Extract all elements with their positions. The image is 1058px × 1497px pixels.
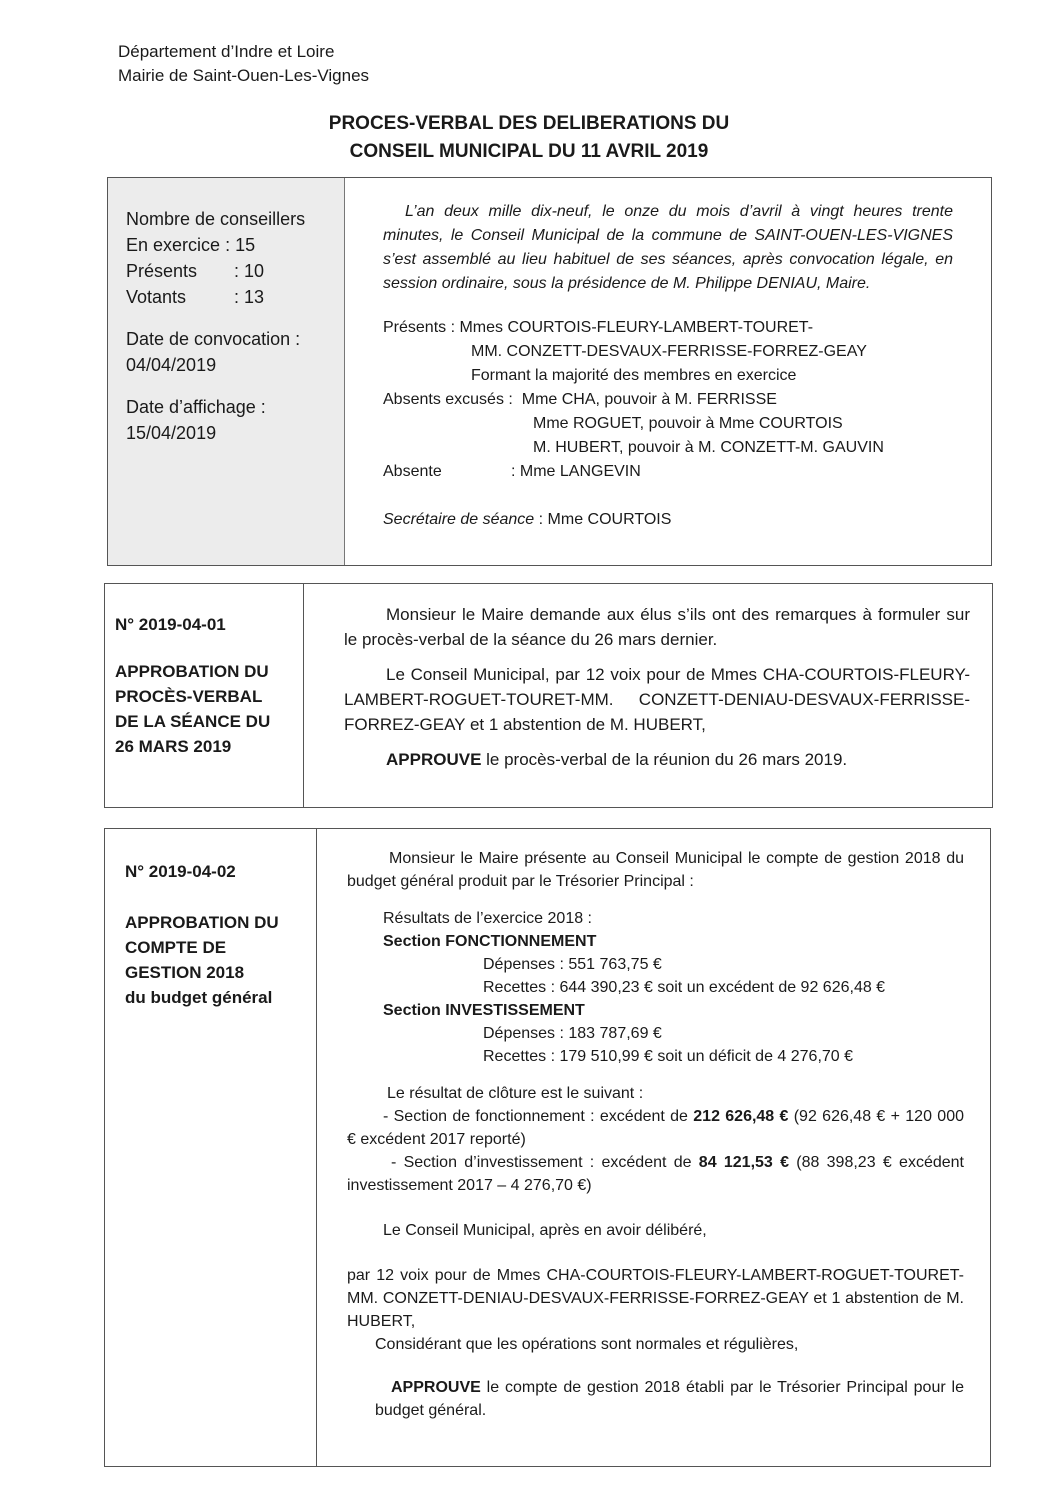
fonctionnement-depenses: Dépenses : 551 763,75 €: [483, 956, 662, 973]
section-fonctionnement: Section FONCTIONNEMENT: [383, 933, 597, 950]
deliberation-2-subject-line: du budget général: [125, 988, 273, 1007]
cloture-fonctionnement: - Section de fonctionnement : excédent de 212 626,48 € (92 626,48 € + 120 000 € excédent 2017 reporté): [347, 1108, 964, 1148]
deliberation-2-number: N° 2019-04-02: [125, 862, 236, 881]
deliberation-1-subject-line: APPROBATION DU: [115, 662, 269, 681]
deliberation-2-paragraph-1: Monsieur le Maire présente au Conseil Municipal le compte de gestion 2018 du budget général produit par le Trésorier Principal :: [347, 850, 964, 890]
document-title: [0, 110, 1058, 166]
title-line-1: PROCES-VERBAL DES DELIBERATIONS DU: [328, 113, 730, 134]
exercice-line: En exercice : 15: [126, 235, 256, 255]
deliberation-1-subject-line: DE LA SÉANCE DU: [115, 712, 271, 731]
resultats-heading: Résultats de l’exercice 2018 :: [383, 910, 592, 927]
deliberation-1-subject-line: PROCÈS-VERBAL: [115, 687, 263, 706]
department-name: Département d’Indre et Loire: [118, 42, 335, 61]
deliberation-2-decision: APPROUVE le compte de gestion 2018 établi par le Trésorier Principal pour le budget général.: [375, 1379, 964, 1419]
convocation-date: 04/04/2019: [126, 355, 217, 375]
session-details-column: [345, 178, 991, 565]
section-investissement: Section INVESTISSEMENT: [383, 1002, 585, 1019]
considerant-line: Considérant que les opérations sont normales et régulières,: [375, 1336, 799, 1353]
presents-line: Présents : 10: [126, 261, 265, 281]
deliberation-2-subject-line: COMPTE DE: [125, 938, 227, 957]
absente-line: Absente : Mme LANGEVIN: [383, 463, 641, 480]
majority-note: Formant la majorité des membres en exercice: [471, 367, 797, 384]
session-stats-column: [108, 178, 345, 565]
deliberation-1-paragraph-2: Le Conseil Municipal, par 12 voix pour de Mmes CHA-COURTOIS-FLEURY-LAMBERT-ROGUET-TOURET-MM. CONZETT-DENIAU-DESVAUX-FERRISSE-FORREZ-GEAY et 1 abstention de M. HUBERT,: [344, 665, 970, 734]
deliberation-1-decision: APPROUVE le procès-verbal de la réunion du 26 mars 2019.: [386, 750, 848, 769]
investissement-recettes: Recettes : 179 510,99 € soit un déficit de 4 276,70 €: [483, 1048, 854, 1065]
absents-line-2: Mme ROGUET, pouvoir à Mme COURTOIS: [533, 415, 843, 432]
mairie-name: Mairie de Saint-Ouen-Les-Vignes: [118, 66, 370, 85]
deliberation-box-2: [104, 828, 991, 1467]
affichage-date: 15/04/2019: [126, 423, 217, 443]
deliberation-2-subject-line: APPROBATION DU: [125, 913, 279, 932]
title-line-2: CONSEIL MUNICIPAL DU 11 AVRIL 2019: [349, 141, 709, 162]
presents-list-2: MM. CONZETT-DESVAUX-FERRISSE-FORREZ-GEAY: [471, 343, 867, 360]
investissement-depenses: Dépenses : 183 787,69 €: [483, 1025, 662, 1042]
conseillers-label: Nombre de conseillers: [126, 209, 306, 229]
deliberation-2-votes: par 12 voix pour de Mmes CHA-COURTOIS-FLEURY-LAMBERT-ROGUET-TOURET-MM. CONZETT-DENIAU-DESVAUX-FERRISSE-FORREZ-GEAY et 1 abstention de M. HUBERT,: [347, 1267, 964, 1330]
deliberation-1-subject-line: 26 MARS 2019: [115, 737, 232, 756]
absents-line-3: M. HUBERT, pouvoir à M. CONZETT-M. GAUVIN: [533, 439, 884, 456]
deliberation-2-subject-line: GESTION 2018: [125, 963, 245, 982]
affichage-label: Date d’affichage :: [126, 397, 266, 417]
convocation-label: Date de convocation :: [126, 329, 301, 349]
session-summary-box: [107, 177, 992, 566]
deliberation-2-subject: [105, 829, 317, 1466]
deliberation-1-subject: [105, 584, 304, 807]
attendance-block: [383, 316, 953, 532]
deliberation-1-paragraph-1: Monsieur le Maire demande aux élus s’ils ont des remarques à formuler sur le procès-verbal de la séance du 26 mars dernier.: [344, 605, 970, 649]
absents-line-1: Absents excusés : Mme CHA, pouvoir à M. FERRISSE: [383, 391, 777, 408]
conseil-deliberation: Le Conseil Municipal, après en avoir délibéré,: [383, 1222, 707, 1239]
deliberation-2-body: [317, 829, 990, 1466]
secretaire-line: Secrétaire de séance : Mme COURTOIS: [383, 511, 672, 528]
cloture-investissement: - Section d’investissement : excédent de 84 121,53 € (88 398,23 € excédent investissement 2017 – 4 276,70 €): [347, 1154, 964, 1194]
document-header: [118, 40, 369, 88]
cloture-heading: Le résultat de clôture est le suivant :: [387, 1085, 644, 1102]
presents-list-1: Présents : Mmes COURTOIS-FLEURY-LAMBERT-TOURET-: [383, 319, 814, 336]
votants-line: Votants : 13: [126, 287, 265, 307]
deliberation-box-1: [104, 583, 993, 808]
deliberation-1-body: [304, 584, 992, 807]
deliberation-1-number: N° 2019-04-01: [115, 615, 226, 634]
fonctionnement-recettes: Recettes : 644 390,23 € soit un excédent de 92 626,48 €: [483, 979, 886, 996]
session-intro-text: L’an deux mille dix-neuf, le onze du mois d’avril à vingt heures trente minutes, le Conseil Municipal de la commune de SAINT-OUEN-LES-VIGNES s’est assemblé au lieu habituel de ses séances, après convocation légale, en session ordinaire, sous la présidence de M. Philippe DENIAU, Maire.: [383, 203, 953, 292]
